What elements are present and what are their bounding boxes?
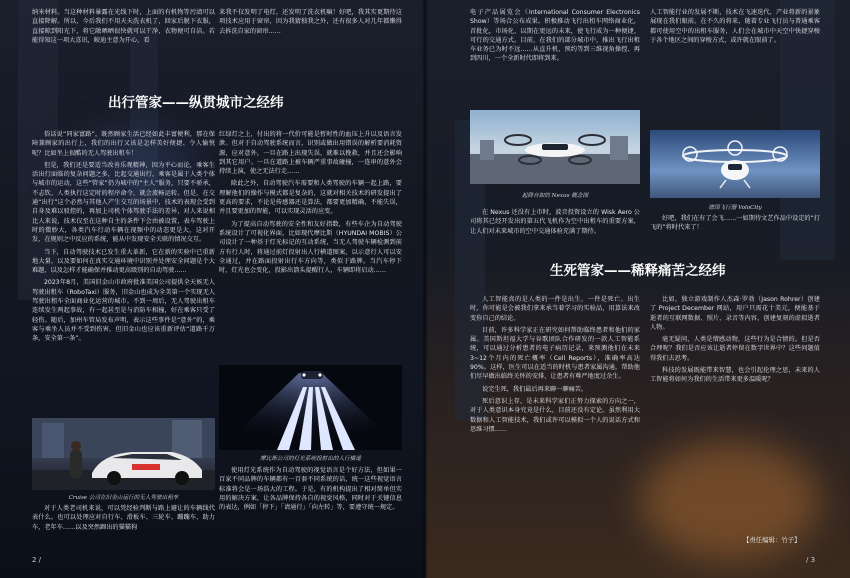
paragraph: 红绿灯之上，付出的将一代价可能是暂时性的血压上升以及语言发泄。但对于自动驾驶系统而言，识别或做出用错误的解析要消耗资源，应对意外，一旦在路上出现失误，就难以挽救，并且还会影响到其它用户。一旦在道路上被车辆严重事故碰撞，一连串的意外会持续上演，使之无法行走…… [219,131,402,176]
paragraph: 目前，许多科学家正在研究如何帮助临终患者和他们的家属。美国斯坦福大学与谷歌团队合作研发的一款人工智能系统，可以通过分析患者的电子病历记录，来预测他们在未来3~12个月内的死亡概率（Cell Reports），准确率高达90%。这样，医生可以在适当的时机与患者家属沟通，帮助他们尽早做出临终关怀的安排，让患者有尊严地度过余生。 [470,326,640,381]
crosswalk-projection-photo [219,365,402,450]
paragraph: 除此之外，自动驾驶汽车需要和人类驾驶的车辆一起上路，要理解他们的操作与模式都是复杂的，这就对相关技术的研发提出了更高的要求，不论是传感器还是算法，都要更加精确，不能失误，并且要更加的智能，可以实现灵活的应变。 [219,180,402,216]
volocity-caption: 德国飞行器 VoloCity [708,205,762,211]
paragraph: 当下，自动驾驶技术已发生重大革新，它在新的实验中已重新地大量，以及要如何在真实交通环境中识别并处理安全问题是个大难题，以及怎样才能确保并推动更高级别的自动驾驶…… [32,248,215,275]
paragraph: 使用灯光系统作为自动驾驶的视觉语言是个好方法，但如果一百家不同品牌的车辆都有一百套不同系统的话，统一这些视觉语言标准将会是一场浩大的工程。于是，有的机构提出了相对简单但实用的解决方案，让各品牌保持各自的视觉风格，同时对于关键信息的表达，例如「停下」「请通行」「向左转」等，要遵守统一规定。 [219,467,402,512]
paragraph: 死后意识上存，是未来科学家们正努力探索的方向之一，对于人类意识本身究竟是什么，目前还没有定论。虽然利用大数据和人工智能技术，我们或许可以模拟一个人的说话方式和思维习惯…… [470,397,640,433]
paragraph: 对于人类老司机来说，可以凭经验判断与路上避让的车辆线代表什么。也可以处理应对自行车、滑板车、三轮车、蹦蹦车、助力车，老年车……以及突然蹿出的猫猫狗 [32,505,215,531]
paragraph: 但是，我们还是要适当改善乐观精神，因为平心而论，乘客生活出行面临的复杂问题之多，比起交通出行，乘客是属于人类个体与城市的运动，这些“管家”仍为城中的“主人”服务，只要不骄承，不忐钦，人类执行这定时的程序命令，就会流畅运转。但是，在交通“出行”这个必然与其他人产生交互的场景中，技术的表现会受到自身及难以驳控的，再加上司机个体驾驶手法的差异，对人来说相比人来说，技术仅至在这种自主的条件下会由被设置，表车驾驶上时的微妙大，各类汽车行动车辆在视频中的动态更是大，这对开发，在规则之中反应的系统，能从中发现安全关联的情况交互。 [32,161,215,244]
paragraph: 比如，独立游戏制作人杰森·罗勃（Jason Rohrer）创建了 Project December 网站，用户只需花十美元，便能基于逝者的互联网数据、照片、录音等内容，创建复刻的虚拟逝者人物。 [650,296,820,331]
section1-column-left-end [32,504,215,552]
right-column-right-mid [650,214,820,236]
nexus-concept-photo [470,110,640,184]
section1-column-right [219,130,402,362]
section-title-life-death: 生死管家——稀释痛苦之经纬 [550,263,726,279]
right-column-right-top [650,8,820,128]
paragraph: 人工智能真的是人类的一件是出生，一件是死亡。出生时，你可能是会被我们拿来承当着学习的实验品，用算法来改变你自己的结论。 [470,296,640,322]
crosswalk-caption: 摩比斯公司的灯光系统投射出的人行横道 [260,456,361,462]
robotaxi-caption: Cruise 公司在旧金山运行的无人驾驶出租车 [68,495,179,501]
page-number-right: / 3 [806,556,816,564]
nexus-illustration [470,110,640,184]
intro-column-left [32,8,215,74]
paragraph: 在 Nexus 还没有上市时，波音投资设立的 Wisk Aero 公司将其已经开发出的第五代飞机作为空中出租车的重要方案，让人们对未来城市的空中交通体验充满了期待。 [470,209,640,235]
page-gutter [422,0,428,578]
paragraph: 人工智能行业的发展不断，技术在飞速迭代，产业将新的景象展现在我们眼前。在不久的将来，随着专业飞行员与普通乘客都可使用空中的出租车服务，人们会在城市中天空中快捷穿梭于各个地区之间的穿梭方式，或许就在眼前了。 [650,9,820,44]
paragraph: 为了提高自动驾驶的安全性和友好指数，有些车企为自动驾驶系统设计了可视化界面，比如现代摩比斯（HYUNDAI MOBIS）公司设计了一种基于灯光标记的互动系统，当无人驾驶车辆检测到前方有行人时，将通过前灯投射出人行横道图案，以示意行人可以安全通过，并在路面投射出行车方向等，类似于路牌。当汽车停下时，灯光也会变化，投影出箭头提醒行人，车辆即将启动…… [219,220,402,275]
robotaxi-photo [32,418,215,490]
paragraph: 科技的发展既能带来智慧，也会引起伦理之思，未来的人工智能将如何为我们的生活带来更多温暖呢？ [650,367,820,384]
section1-column-left [32,130,215,415]
paragraph: 电子产品展览会（International Consumer Electronics Show）等场合公布成果。积极推动飞行出租车网络商业化，首批化，市场化，以期在更远的未来，使飞行成为一种便捷、可行的交通方式。目前，在我们的部分城市中，推出飞行出租车业务已为时不远……从直升机、预约等到三维视角操控、再到四川，一个全新时代即将到来。 [470,9,640,63]
paragraph: 毫无疑问，人类是情感动物，这些行为是合情的。但是否合理呢？我们是否应该让逝者停留在数字世界中？这些问题值得我们去思考。 [650,336,820,362]
paragraph: 来我不仅发明了电灯，还发明了洗衣机嘛！好吧，我其实更期待这项技术应用于窗帘，因为我猜独我之外，还有很多人对几年都懒得去拆洗自家的窗帘…… [219,9,402,35]
volocity-illustration [650,130,820,198]
nexus-caption: 起降自如的 Nexus 概念图 [521,193,589,199]
section1-column-right-end [219,466,402,546]
page-number-left: 2 / [32,556,42,564]
robotaxi-illustration [32,418,215,490]
right-column-left-mid [470,208,640,246]
volocity-photo [650,130,820,198]
crosswalk-illustration [219,365,402,450]
editor-credit: 【责任编辑：竹子】 [743,536,801,544]
section2-column-left [470,295,640,550]
paragraph: 说完生死，我们最后再来聊一聊痛苦。 [482,385,588,393]
paragraph: 纳米材料。当这种材料暴露在光线下时，上面的有机物等污渍可以直接降解。所以，今后我们不用天天洗衣机了，回家后脱下衣服，直接晾到阳光下，将它敞晒晒很快就可以干净，衣物便可自洁。若能得知这一项大喜讯，鲛迪主意为开心，看 [32,9,215,44]
paragraph: 好吧，我们在有了会飞……一如期待文艺作品中设定的“打飞的”将时代来了！ [650,215,820,232]
right-column-left-top [470,8,640,108]
section-title-travel: 出行管家——纵贯城市之经纬 [108,95,284,111]
paragraph: 2023年8月，美国旧金山市政府批准美国公司提供全天候无人驾驶出租车（RoboTaxi）服务，旧金山也成为全美第一个实现无人驾驶出租车全面商业化运营的城市。不到一周后，无人驾驶出租车连续发生两起事故，有一起甚至是与消防车相撞，好在乘客只受了轻伤。随后，加州车管局发布声明，表示这些事件是“意外”的，乘客与乘坐人员并不受到伤害，但旧金山也应该重新评估“道路千万条，安全第一条”。 [32,279,215,343]
paragraph: 俗话说“同家富路”，既然顾家生活已经如此丰富便利，那在保障兼顾家的出行上，我们的出行又该是怎样美好便捷、令人愉悦呢？比如坐上很酷的无人驾驶出租车！ [32,131,215,157]
intro-column-right [219,8,402,74]
section2-column-right [650,295,820,530]
